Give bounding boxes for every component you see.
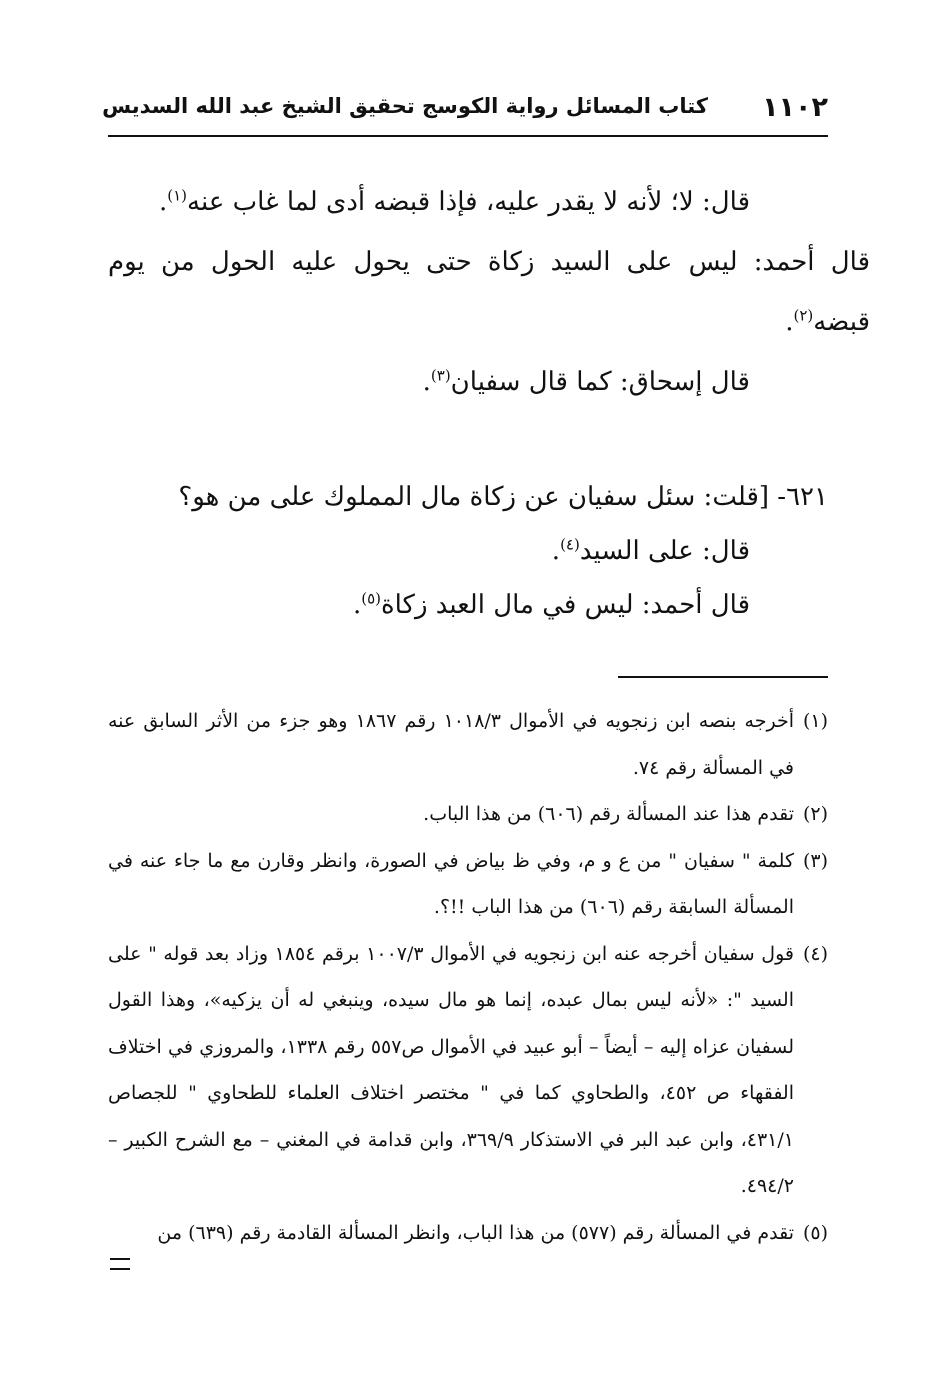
footnote-number: (١) [802,710,828,732]
footnote-text: أخرجه بنصه ابن زنجويه في الأموال ١٠١٨/٣ رقم ١٨٦٧ وهو جزء من الأثر السابق عنه في المسألة رقم ٧٤. [108,710,794,779]
entry-answer-1-text: قال: على السيد [579,536,750,566]
footnote-text: كلمة " سفيان " من ع و م، وفي ظ بياض في الصورة، وانظر وقارن مع ما جاء عنه في المسألة السابقة رقم (٦٠٦) من هذا الباب !!؟. [108,849,794,918]
paragraph-1-end: . [158,187,168,217]
footnote-ref-2[interactable]: (٢) [793,306,814,325]
entry-answer-1-end: . [551,536,561,566]
header-rule [108,135,828,137]
footnote-separator [618,676,828,678]
entry-answer-2 [108,578,828,632]
book-title: كتاب المسائل رواية الكوسج تحقيق الشيخ عبد الله السديس [102,94,708,118]
footnote-text: قول سفيان أخرجه عنه ابن زنجويه في الأموال ١٠٠٧/٣ برقم ١٨٥٤ وزاد بعد قوله " على السيد ": «لأنه ليس بمال عبده، إنما هو مال سيده، وينبغي له أن يزكيه»، وهذا القول لسفيان عزاه إليه – أيضاً – أبو عبيد في الأموال ص٥٥٧ رقم ١٣٣٨، والمروزي في اختلاف الفقهاء ص ٤٥٢، والطحاوي كما في " مختصر اختلاف العلماء للطحاوي " للجصاص ٤٣١/١، وابن عبد البر في الاستذكار ٣٦٩/٩، وابن قدامة في المغني – مع الشرح الكبير – ٤٩٤/٢. [108,942,795,1197]
entry-answer-2-text: قال أحمد: ليس في مال العبد زكاة [381,590,750,620]
paragraph-3-end: . [422,367,431,397]
paragraph-2 [108,232,870,352]
footnote-text: تقدم هذا عند المسألة رقم (٦٠٦) من هذا الباب. [423,803,794,825]
entry-question [108,470,828,524]
paragraph-1 [108,172,750,232]
running-header [102,92,828,132]
paragraph-2-end: . [785,307,794,337]
page-number: ١١٠٢ [762,92,828,123]
footnote-number: (٢) [802,803,828,825]
footnote-continuation-mark [110,1258,130,1270]
paragraph-3 [108,352,750,412]
footnote-3 [108,838,828,931]
footnote-1 [108,698,828,791]
entry-number: ٦٢١- [777,482,828,512]
main-text [108,172,870,412]
footnote-ref-4[interactable]: (٤) [560,535,580,554]
footnote-5 [108,1210,828,1257]
entry-answer-1 [108,524,828,578]
footnote-ref-5[interactable]: (٥) [361,589,382,608]
footnote-number: (٥) [802,1221,828,1244]
paragraph-1-text: قال: لا؛ لأنه لا يقدر عليه، فإذا قبضه أدى لما غاب عنه [187,187,750,217]
footnote-number: (٤) [802,942,828,965]
footnote-2 [108,791,828,838]
footnote-text: تقدم في المسألة رقم (٥٧٧) من هذا الباب، وانظر المسألة القادمة رقم (٦٣٩) من [157,1221,794,1244]
entry-question-text: [قلت: سئل سفيان عن زكاة مال المملوك على من هو؟ [178,482,770,512]
paragraph-3-text: قال إسحاق: كما قال سفيان [450,367,750,397]
footnotes [108,698,828,1256]
footnote-ref-1[interactable]: (١) [167,186,188,205]
footnote-number: (٣) [802,849,828,872]
footnote-4 [108,931,828,1210]
entry-answer-2-end: . [352,590,362,620]
paragraph-2-text: قال أحمد: ليس على السيد زكاة حتى يحول عليه الحول من يوم قبضه [108,247,870,337]
footnote-ref-3[interactable]: (٣) [430,366,451,385]
entry-621 [108,470,828,632]
